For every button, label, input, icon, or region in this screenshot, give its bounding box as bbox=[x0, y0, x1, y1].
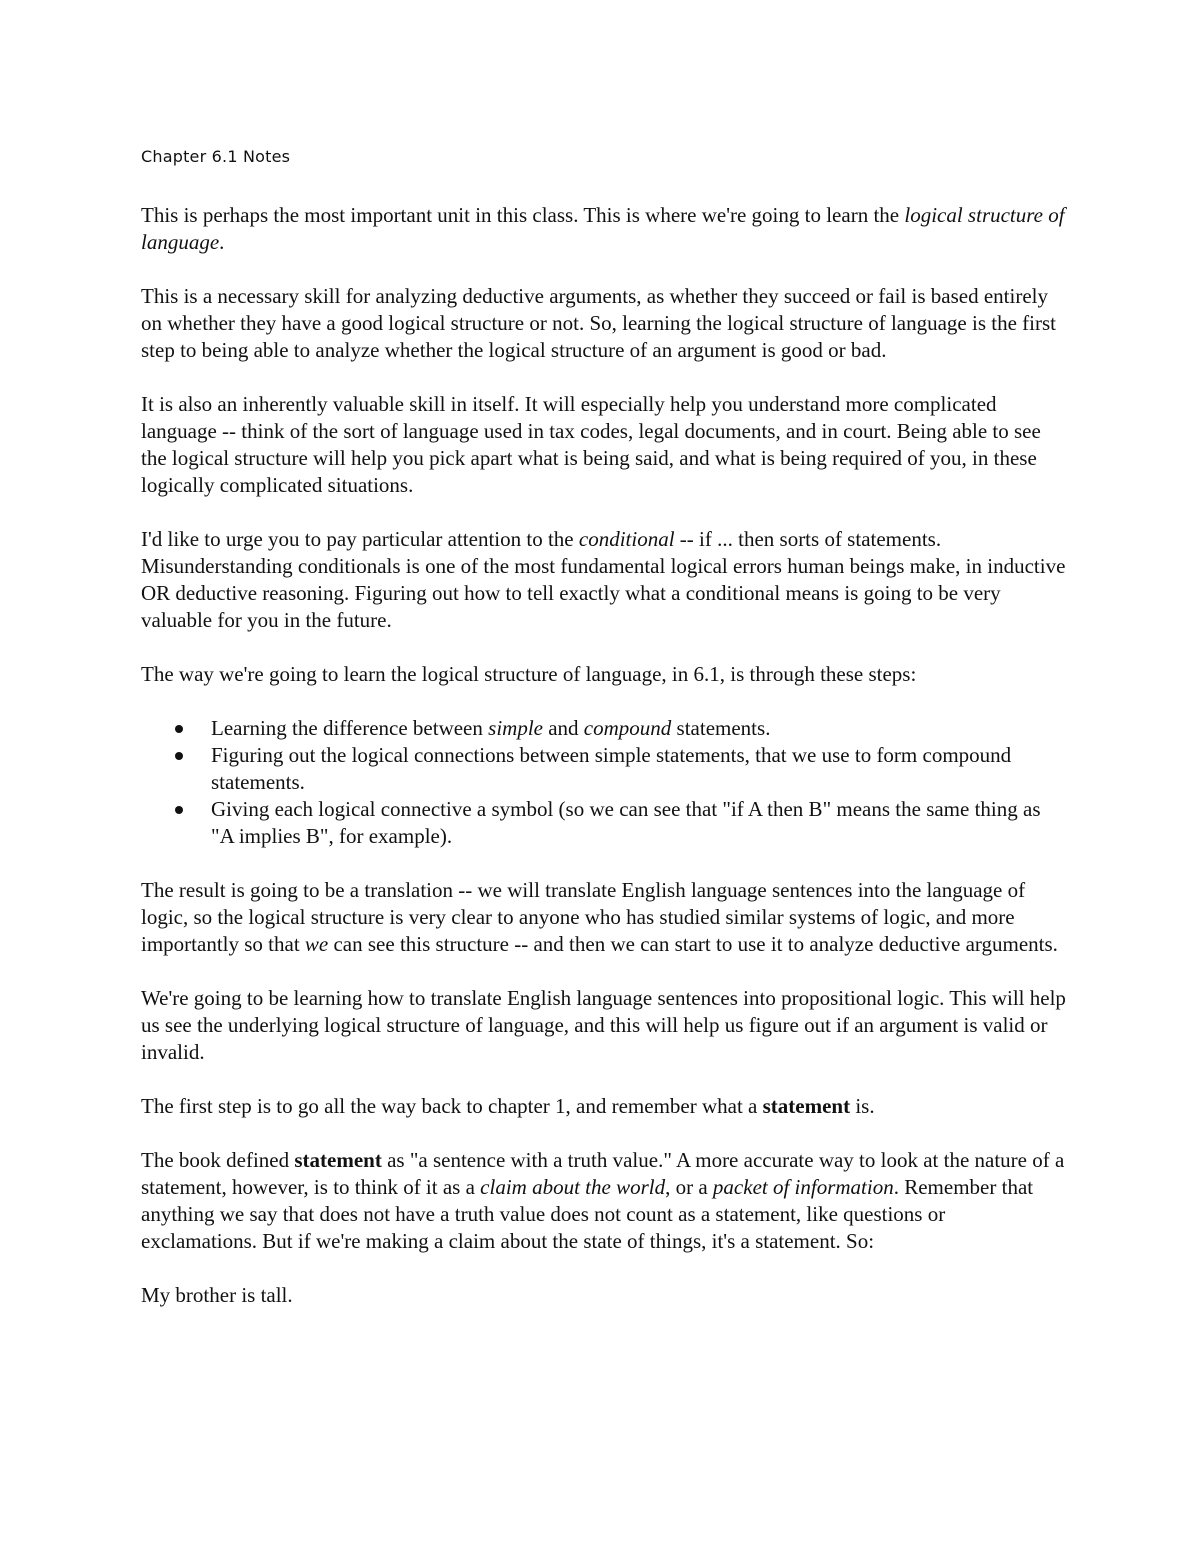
list-item bbox=[141, 742, 1066, 796]
bullet-icon bbox=[175, 752, 183, 760]
paragraph-valuable-skill: It is also an inherently valuable skill in itself. It will especially help you understand more complicated language -- think of the sort of language used in tax codes, legal documents, and in court. Being able to see the logical structure will help you pick apart what is being said, and what is being required of you, in these logically complicated situations. bbox=[141, 392, 1041, 497]
emphasis: we bbox=[304, 932, 329, 956]
text: . Remember that anything we say that does not have a truth value does not count as a statement, like questions or exclamations. But if we're making a claim about the state of things, it's a statement. So: bbox=[141, 1175, 1034, 1253]
text: statements. bbox=[671, 716, 771, 740]
text: Giving each logical connective a symbol (so we can see that "if A then B" means the same thing as "A implies B", for example). bbox=[211, 797, 1041, 848]
paragraph-deductive-skill: This is a necessary skill for analyzing deductive arguments, as whether they succeed or fail is based entirely on whether they have a good logical structure or not. So, learning the logical structure of language is the first step to being able to analyze whether the logical structure of an argument is good or bad. bbox=[141, 284, 1056, 362]
emphasis: logical structure of language bbox=[141, 203, 1065, 254]
text: can see this structure -- and then we can start to use it to analyze deductive arguments. bbox=[328, 932, 1058, 956]
text: The book defined bbox=[141, 1148, 295, 1172]
document-page bbox=[141, 140, 1066, 1336]
list-item bbox=[141, 796, 1066, 850]
text: and bbox=[542, 716, 584, 740]
text: , or a bbox=[665, 1175, 713, 1199]
bullet-icon bbox=[175, 806, 183, 814]
emphasis: claim about the world bbox=[480, 1175, 666, 1199]
text: Figuring out the logical connections between simple statements, that we use to form compound statements. bbox=[211, 743, 1012, 794]
bold-term: statement bbox=[294, 1148, 382, 1172]
text: The result is going to be a translation -- we will translate English language sentences into the language of logic, so the logical structure is very clear to anyone who has studied similar systems of logic, and more importantly so that bbox=[141, 878, 1026, 956]
text: Learning the difference between bbox=[211, 716, 489, 740]
paragraph-statement-definition bbox=[141, 1147, 1066, 1255]
paragraph-intro bbox=[141, 202, 1066, 256]
paragraph-steps-intro: The way we're going to learn the logical structure of language, in 6.1, is through these steps: bbox=[141, 662, 917, 686]
text: The first step is to go all the way back to chapter 1, and remember what a bbox=[141, 1094, 763, 1118]
text: is. bbox=[850, 1094, 875, 1118]
bold-term: statement bbox=[762, 1094, 851, 1118]
steps-list bbox=[141, 715, 1066, 850]
emphasis: compound bbox=[583, 716, 672, 740]
page-title: Chapter 6.1 Notes bbox=[141, 147, 291, 166]
text: as "a sentence with a truth value." A more accurate way to look at the nature of a statement, however, is to think of it as a bbox=[141, 1148, 1065, 1199]
text: . bbox=[219, 230, 225, 254]
list-item bbox=[141, 715, 1066, 742]
text: -- if ... then sorts of statements. Misunderstanding conditionals is one of the most fundamental logical errors human beings make, in inductive OR deductive reasoning. Figuring out how to tell exactly what a conditional means is going to be very valuable for you in the future. bbox=[141, 527, 1066, 632]
emphasis: simple bbox=[488, 716, 543, 740]
emphasis: conditional bbox=[578, 527, 675, 551]
text: I'd like to urge you to pay particular attention to the bbox=[141, 527, 579, 551]
paragraph-translation bbox=[141, 877, 1066, 958]
paragraph-first-step bbox=[141, 1093, 1066, 1120]
bullet-icon bbox=[175, 725, 183, 733]
paragraph-conditional bbox=[141, 526, 1066, 634]
emphasis: packet of information bbox=[712, 1175, 894, 1199]
text: This is perhaps the most important unit in this class. This is where we're going to learn the bbox=[141, 203, 905, 227]
paragraph-propositional-logic: We're going to be learning how to translate English language sentences into propositional logic. This will help us see the underlying logical structure of language, and this will help us figure out if an argument is valid or invalid. bbox=[141, 986, 1066, 1064]
paragraph-example: My brother is tall. bbox=[141, 1283, 293, 1307]
